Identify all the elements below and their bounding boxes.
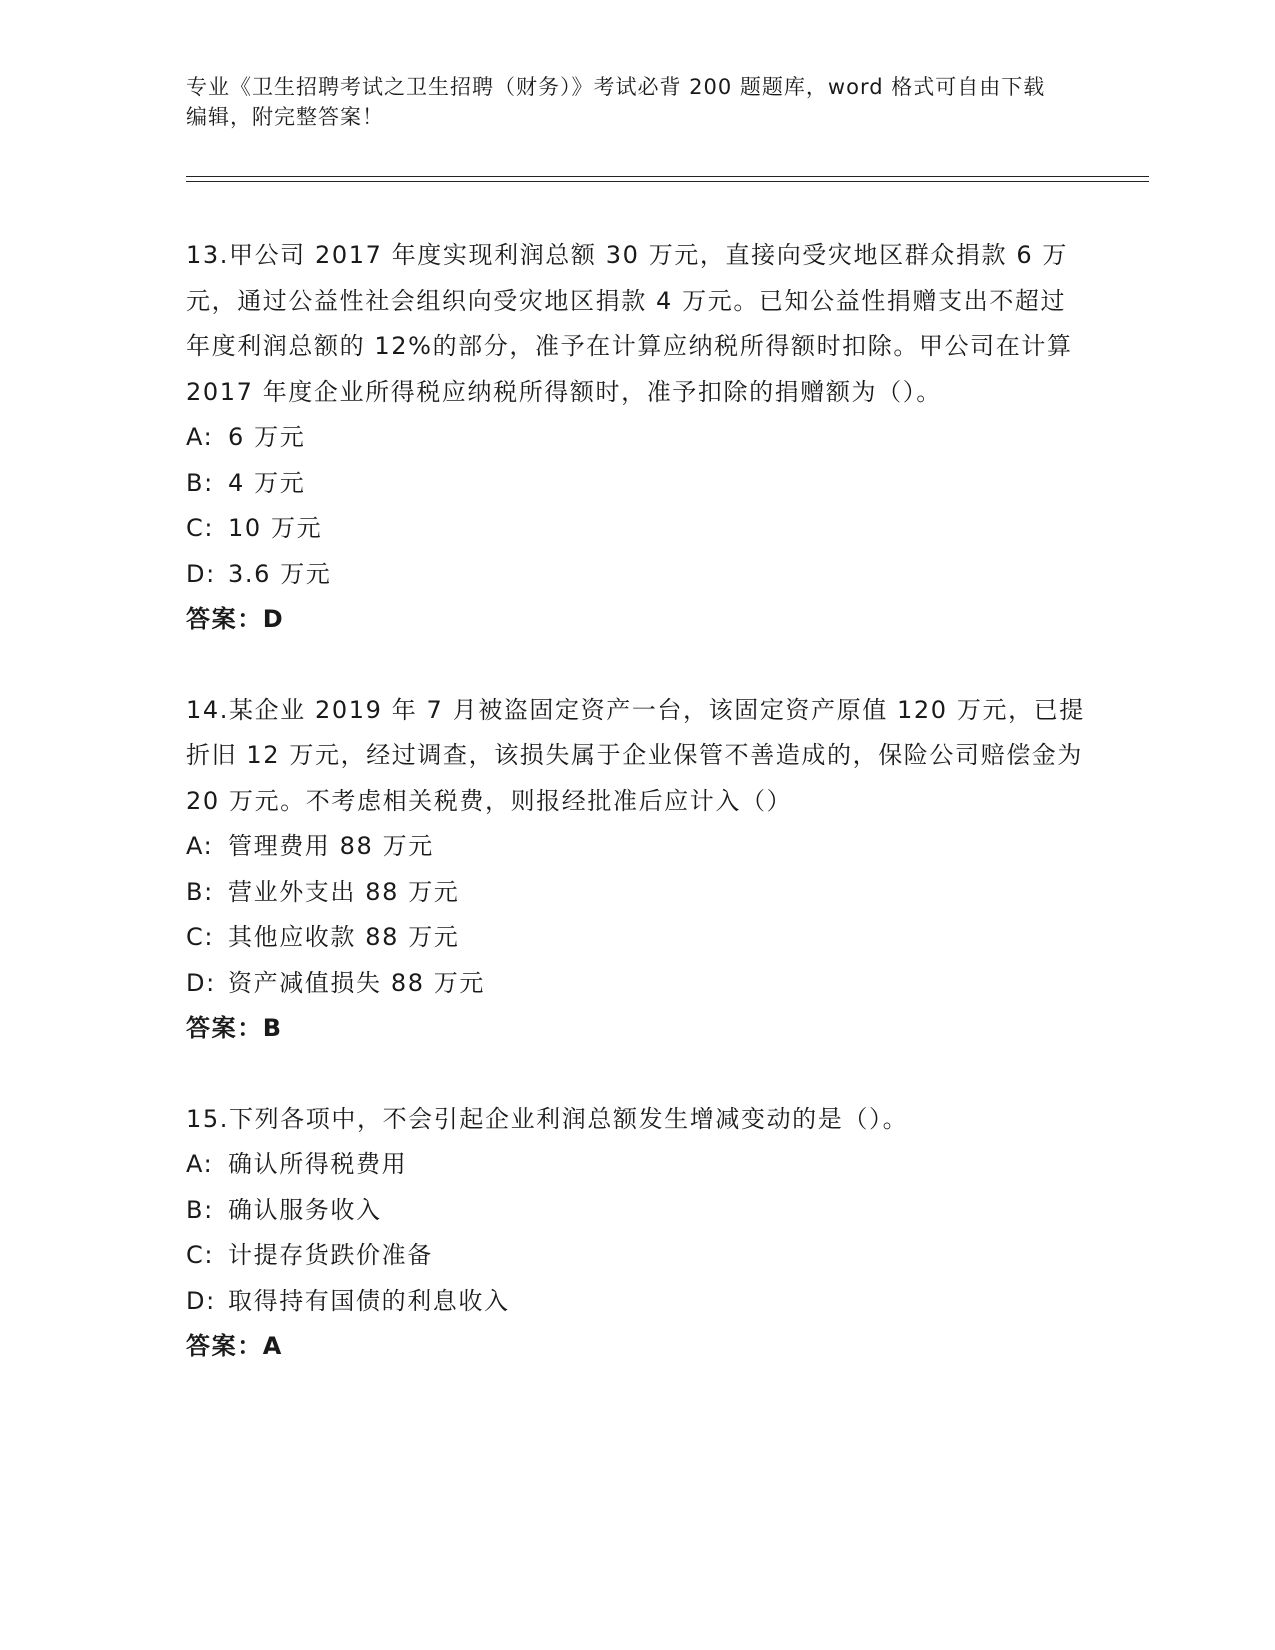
option-b: [186, 1188, 1086, 1234]
option-key: D:: [186, 559, 216, 588]
option-text: 营业外支出 88 万元: [228, 877, 460, 906]
option-key: B:: [186, 877, 214, 906]
option-key: C:: [186, 923, 215, 951]
option-text: 资产减值损失 88 万元: [228, 968, 485, 997]
option-key: B:: [186, 468, 214, 497]
option-text: 确认所得税费用: [228, 1150, 408, 1178]
option-text: 其他应收款 88 万元: [228, 923, 460, 951]
option-a: [186, 415, 1086, 461]
option-text: 管理费用 88 万元: [228, 832, 434, 860]
option-d: [186, 1279, 1086, 1325]
option-a: [186, 824, 1086, 870]
question-15: [186, 1097, 1086, 1370]
option-d: [186, 961, 1086, 1007]
option-c: [186, 1233, 1086, 1279]
option-text: 3.6 万元: [228, 559, 332, 588]
option-key: A:: [186, 423, 214, 451]
option-key: B:: [186, 1195, 214, 1224]
question-stem: 15.下列各项中，不会引起企业利润总额发生增减变动的是（）。: [186, 1104, 909, 1133]
answer-label: 答案：D: [186, 605, 285, 633]
option-text: 确认服务收入: [228, 1195, 382, 1224]
option-d: [186, 552, 1086, 598]
option-b: [186, 461, 1086, 507]
option-key: D:: [186, 968, 216, 997]
document-header: 专业《卫生招聘考试之卫生招聘（财务）》考试必背 200 题题库，word 格式可自由下载编辑，附完整答案！: [186, 75, 1046, 129]
option-text: 计提存货跌价准备: [228, 1241, 433, 1269]
option-text: 6 万元: [228, 423, 306, 451]
option-c: [186, 915, 1086, 961]
option-key: C:: [186, 514, 215, 542]
question-stem: 13.甲公司 2017 年度实现利润总额 30 万元，直接向受灾地区群众捐款 6 万元，通过公益性社会组织向受灾地区捐款 4 万元。已知公益性捐赠支出不超过年度利润总额的 12%的部分，准予在计算应纳税所得额时扣除。甲公司在计算 2017 年度企业所得税应纳税所得额时，准予扣除的捐赠额为（）。: [186, 241, 1073, 406]
option-text: 取得持有国债的利息收入: [228, 1286, 510, 1315]
option-key: C:: [186, 1241, 215, 1269]
option-b: [186, 870, 1086, 916]
question-list: [186, 233, 1086, 1415]
answer-label: 答案：A: [186, 1332, 283, 1360]
answer-label: 答案：B: [186, 1014, 283, 1042]
option-key: A:: [186, 1150, 214, 1178]
question-14: [186, 688, 1086, 1052]
question-13: [186, 233, 1086, 643]
option-text: 10 万元: [228, 514, 323, 542]
header-divider-top: [186, 176, 1149, 177]
option-key: D:: [186, 1286, 216, 1315]
option-c: [186, 506, 1086, 552]
header-divider-bottom: [186, 181, 1149, 182]
option-a: [186, 1142, 1086, 1188]
question-stem: 14.某企业 2019 年 7 月被盗固定资产一台，该固定资产原值 120 万元，已提折旧 12 万元，经过调查，该损失属于企业保管不善造成的，保险公司赔偿金为 20 万元。不考虑相关税费，则报经批准后应计入（）: [186, 695, 1085, 815]
option-key: A:: [186, 832, 214, 860]
option-text: 4 万元: [228, 468, 306, 497]
